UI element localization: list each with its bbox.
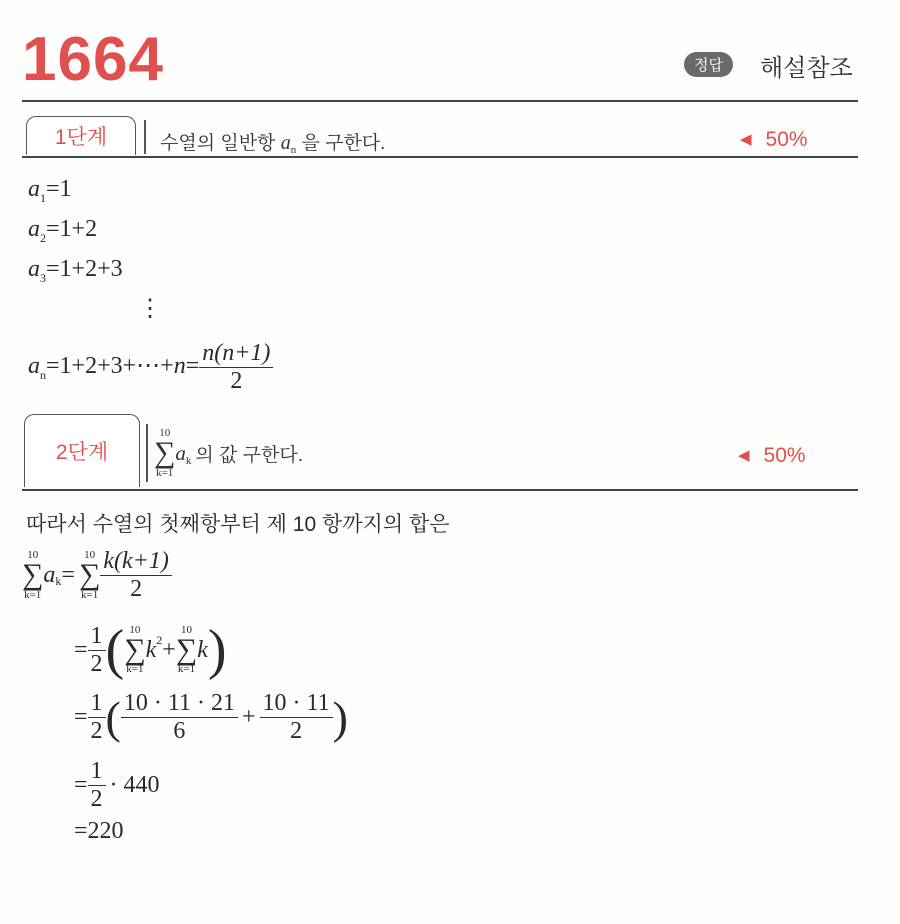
- step2-label: 2단계: [55, 441, 109, 464]
- step2-percent-value: 50%: [763, 444, 806, 467]
- step1-tab: [26, 116, 136, 155]
- sum-term-fraction: $\frac{k(k+1)}{2}$: [100, 548, 171, 603]
- step2-divider: [22, 489, 858, 491]
- step1-vdots: ⋮: [138, 296, 162, 322]
- step1-percent: [740, 128, 808, 152]
- header-divider: [22, 100, 858, 102]
- step1-line-general: $a_n=1+2+3+\cdots+n=$ $\frac{n(n+1)}{2}$: [28, 340, 273, 395]
- step2-line-2: = $\frac{1}{2}$ ( 10 ∑ k=1 k 2 + 10 ∑ k=1 k ): [74, 619, 227, 681]
- step2-intro-text: 따라서 수열의 첫째항부터 제 10 항까지의 합은: [26, 513, 450, 536]
- step1-line-3: $a_3=1+2+3$: [28, 256, 123, 285]
- step1-line-1: $a_1=1$: [28, 176, 72, 205]
- step1-desc-sub: n: [290, 144, 297, 156]
- sigma-symbol: ∑: [154, 436, 176, 469]
- general-term-fraction: $\frac{n(n+1)}{2}$: [199, 340, 273, 395]
- step2-line-3: = $\frac{1}{2}$ ( $\frac{10 \cdot 11 \cdot 21}{6}$ + $\frac{10 \cdot 11}{2}$ ): [74, 690, 348, 744]
- step2-percent: [738, 444, 806, 468]
- step1-desc-pre: 수열의 일반항: [160, 133, 276, 154]
- step2-separator: [146, 424, 148, 482]
- step1-label: 1단계: [54, 126, 108, 149]
- step1-desc-post: 을 구한다.: [301, 133, 386, 154]
- step1-description: [160, 128, 385, 155]
- answer-text: 해설참조: [760, 55, 853, 82]
- step2-description: 10 ∑ k=1 ak 의 값 구한다.: [154, 427, 303, 479]
- triangle-left-icon: ◀: [740, 131, 752, 148]
- step1-percent-value: 50%: [765, 128, 808, 151]
- answer-badge: 정답: [684, 52, 733, 77]
- problem-number: 1664: [22, 25, 164, 94]
- step2-line-5: =220: [74, 818, 124, 844]
- step1-desc-var: a: [280, 132, 291, 154]
- step2-line-4: = $\frac{1}{2}$ · 440: [74, 758, 160, 812]
- step1-separator: [144, 120, 146, 154]
- step2-tab: [24, 414, 140, 487]
- step1-divider: [22, 156, 858, 158]
- step2-line-1: 10 ∑ k=1 a k = 10 ∑ k=1 $\frac{k(k+1)}{2}$: [22, 548, 172, 603]
- step1-line-2: $a_2=1+2$: [28, 216, 98, 245]
- triangle-left-icon: ◀: [738, 447, 750, 464]
